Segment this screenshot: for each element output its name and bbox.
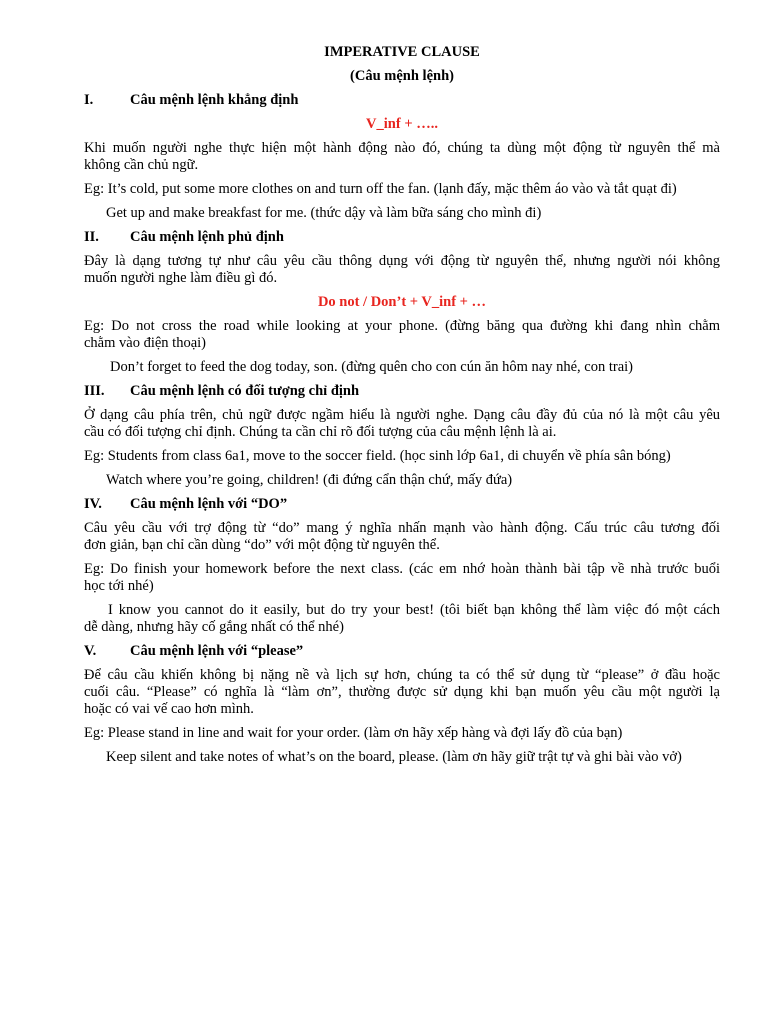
section-2-desc-line-1: Đây là dạng tương tự như câu yêu cầu thông dụng với động từ nguyên thể, nhưng người nói không xyxy=(84,253,720,269)
section-3-title: Câu mệnh lệnh có đối tượng chỉ định xyxy=(130,383,360,399)
section-4-number: IV. xyxy=(84,496,102,512)
section-4-desc-line-1: Câu yêu cầu với trợ động từ “do” mang ý nghĩa nhấn mạnh vào hành động. Cấu trúc câu tương đối xyxy=(84,520,720,536)
section-5-heading xyxy=(84,643,720,660)
section-5-desc-line-3: hoặc có vai vế cao hơn mình. xyxy=(84,701,254,717)
section-3-example-1: Eg: Students from class 6a1, move to the soccer field. (học sinh lớp 6a1, di chuyển về phía sân bóng) xyxy=(84,448,671,464)
section-5-example-1: Eg: Please stand in line and wait for your order. (làm ơn hãy xếp hàng và đợi lấy đồ của bạn) xyxy=(84,725,623,741)
section-2-number: II. xyxy=(84,229,99,245)
section-4-title: Câu mệnh lệnh với “DO” xyxy=(130,496,288,512)
section-4-heading xyxy=(84,496,720,513)
document-subtitle: (Câu mệnh lệnh) xyxy=(350,68,454,84)
section-5-desc-line-1: Để câu cầu khiến không bị nặng nề và lịch sự hơn, chúng ta có thể sử dụng từ “please” ở đầu hoặc xyxy=(84,667,720,683)
section-1-heading xyxy=(84,92,720,109)
section-1-example-1: Eg: It’s cold, put some more clothes on and turn off the fan. (lạnh đấy, mặc thêm áo vào và tắt quạt đi) xyxy=(84,181,677,197)
section-2-example-1-line-2: chằm vào điện thoại) xyxy=(84,335,206,351)
section-5-number: V. xyxy=(84,643,97,659)
section-4-desc-line-2: đơn giản, bạn chỉ cần dùng “do” với một động từ nguyên thể. xyxy=(84,537,440,553)
section-4-example-1-line-2: học tới nhé) xyxy=(84,578,154,594)
document-title: IMPERATIVE CLAUSE xyxy=(324,44,480,60)
section-2-example-1-line-1: Eg: Do not cross the road while looking at your phone. (đừng băng qua đường khi đang nhìn chằm xyxy=(84,318,720,334)
section-5-title: Câu mệnh lệnh với “please” xyxy=(130,643,304,659)
section-4-example-2-line-2: dễ dàng, nhưng hãy cố gắng nhất có thể nhé) xyxy=(84,619,344,635)
section-1-desc-line-2: không cần chủ ngữ. xyxy=(84,157,199,173)
section-1-example-2: Get up and make breakfast for me. (thức dậy và làm bữa sáng cho mình đi) xyxy=(106,205,542,221)
section-5-example-2: Keep silent and take notes of what’s on the board, please. (làm ơn hãy giữ trật tự và ghi bài vào vở) xyxy=(106,749,682,765)
section-2-title: Câu mệnh lệnh phủ định xyxy=(130,229,284,245)
section-4-example-1-line-1: Eg: Do finish your homework before the next class. (các em nhớ hoàn thành bài tập về nhà trước buổi xyxy=(84,561,720,577)
section-1-number: I. xyxy=(84,92,94,108)
section-2-example-2: Don’t forget to feed the dog today, son. (đừng quên cho con cún ăn hôm nay nhé, con trai) xyxy=(110,359,634,375)
section-2-desc-line-2: muốn người nghe làm điều gì đó. xyxy=(84,270,278,286)
section-3-example-2: Watch where you’re going, children! (đi đứng cẩn thận chứ, mấy đứa) xyxy=(106,472,513,488)
section-3-desc-line-1: Ở dạng câu phía trên, chủ ngữ được ngầm hiểu là người nghe. Dạng câu đầy đủ của nó là một câu yêu xyxy=(84,407,720,423)
section-2-formula: Do not / Don’t + V_inf + … xyxy=(317,294,487,310)
section-3-desc-line-2: cầu có đối tượng chỉ định. Chúng ta cần chỉ rõ đối tượng của câu mệnh lệnh là ai. xyxy=(84,424,557,440)
section-3-number: III. xyxy=(84,383,105,399)
section-1-title: Câu mệnh lệnh khẳng định xyxy=(130,92,299,108)
section-4-example-2-line-1: I know you cannot do it easily, but do try your best! (tôi biết bạn không thể làm việc đó một cách xyxy=(108,602,720,618)
section-2-heading xyxy=(84,229,720,246)
section-5-desc-line-2: cuối câu. “Please” có nghĩa là “làm ơn”, thường được sử dụng khi bạn muốn yêu cầu một người lạ xyxy=(84,684,720,700)
section-1-desc-line-1: Khi muốn người nghe thực hiện một hành động nào đó, chúng ta dùng một động từ nguyên thể mà xyxy=(84,140,720,156)
section-3-heading xyxy=(84,383,720,400)
section-1-formula: V_inf + ….. xyxy=(366,116,438,132)
